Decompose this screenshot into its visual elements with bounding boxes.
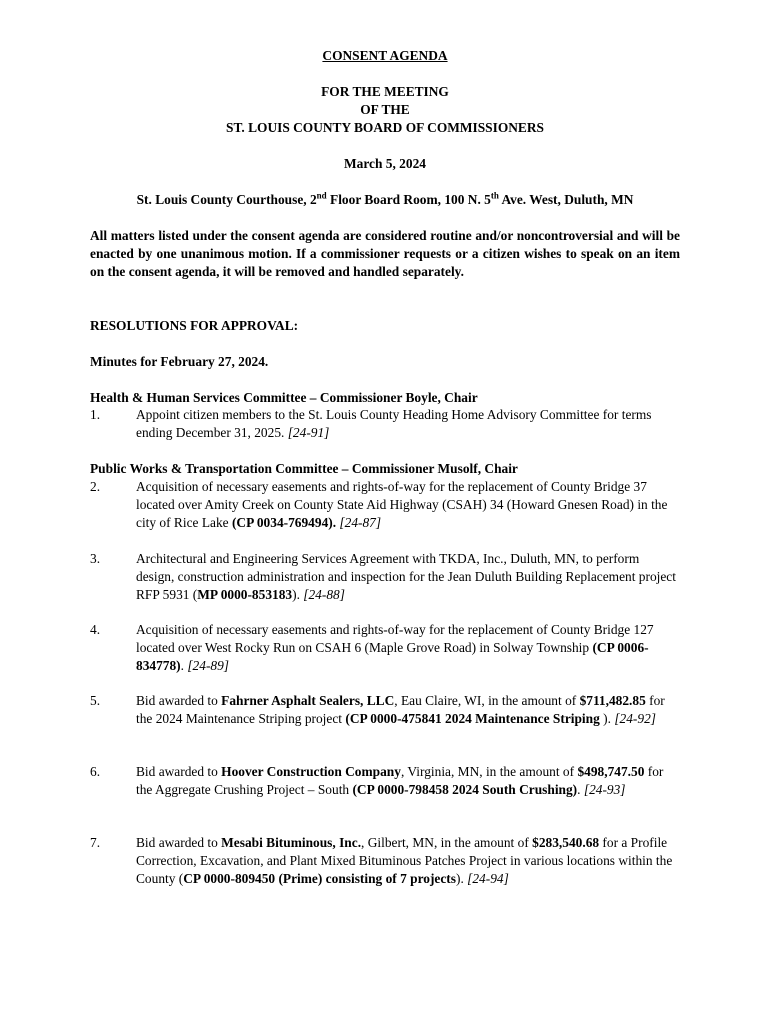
item-text-part: , Virginia, MN, in the amount of [400,764,578,779]
item-description: Acquisition of necessary easements and rights-of-way for the replacement of County Bridge 127 located over West Rocky Run on CSAH 6 (Maple Grove Road) in Solway Township [136,622,654,655]
meeting-line-2: OF THE [360,102,410,117]
document-title: CONSENT AGENDA [322,48,448,63]
item-text-part: Bid awarded to [136,835,222,850]
project-number: (CP 0000-798458 2024 South Crushing) [352,782,578,797]
item-number: 7. [90,835,101,850]
item-reference: [24-89] [187,658,230,673]
pwt-committee-heading: Public Works & Transportation Committee – Commissioner Musolf, Chair [90,461,518,476]
hhs-committee-heading: Health & Human Services Committee – Commissioner Boyle, Chair [90,390,478,405]
agenda-item-1 [90,406,680,442]
item-text-part: , Eau Claire, WI, in the amount of [394,693,580,708]
location-part-2: Floor Board Room, 100 N. 5 [326,192,491,207]
item-text [136,834,680,888]
item-reference: [24-91] [287,425,330,440]
project-number: CP 0000-809450 (Prime) consisting of 7 projects [183,871,456,886]
agenda-item-5 [90,692,680,728]
agenda-item-3 [90,550,680,604]
item-text [136,406,680,442]
item-text-part: for the Aggregate Crushing Project – South [136,764,664,797]
item-text-part: Bid awarded to [136,764,222,779]
item-number: 5. [90,693,101,708]
resolutions-heading: RESOLUTIONS FOR APPROVAL: [90,318,299,333]
item-reference: [24-92] [614,711,656,726]
contractor-name: Mesabi Bituminous, Inc. [221,835,362,850]
intro-paragraph: All matters listed under the consent agenda are considered routine and/or noncontroversial and will be enacted by one unanimous motion. If a commissioner requests or a citizen wishes to speak on an item on the consent agenda, it will be removed and handled separately. [90,228,680,279]
item-description: Appoint citizen members to the St. Louis County Heading Home Advisory Committee for terms ending December 31, 2025. [136,407,652,440]
agenda-item-2 [90,478,680,532]
project-number: (CP 0034-769494). [231,515,337,530]
board-name: ST. LOUIS COUNTY BOARD OF COMMISSIONERS [226,120,544,135]
item-text-part: , Gilbert, MN, in the amount of [361,835,533,850]
item-text [136,550,680,604]
location-superscript-2: th [490,190,499,201]
item-punctuation: . [180,658,188,673]
item-punctuation: ). [455,871,468,886]
item-reference: [24-93] [583,782,626,797]
item-text [136,763,680,799]
agenda-item-6 [90,763,680,799]
meeting-location [0,191,770,209]
item-number: 6. [90,764,101,779]
item-number: 1. [90,407,101,422]
item-number: 4. [90,622,101,637]
minutes-line: Minutes for February 27, 2024. [90,354,269,369]
project-number: (CP 0006-834778) [136,640,649,673]
item-reference: [24-88] [303,587,345,602]
item-reference: [24-94] [467,871,509,886]
item-text-part: for a Profile Correction, Excavation, and Plant Mixed Bituminous Patches Project in various locations within the County ( [136,835,673,886]
location-part-1: St. Louis County Courthouse, 2 [136,192,317,207]
item-description: Acquisition of necessary easements and rights-of-way for the replacement of County Bridge 37 located over Amity Creek on County State Aid Highway (CSAH) 34 (Howard Gnesen Road) in the city of Rice Lake [136,479,668,530]
item-punctuation: . [577,782,584,797]
agenda-item-4 [90,621,680,675]
item-punctuation: ). [292,587,304,602]
item-reference: [24-87] [336,515,382,530]
location-part-3: Ave. West, Duluth, MN [498,192,634,207]
item-description: Architectural and Engineering Services Agreement with TKDA, Inc., Duluth, MN, to perform design, construction administration and inspection for the Jean Duluth Building Replacement project RFP 5931 ( [136,551,676,602]
item-text-part: for the 2024 Maintenance Striping project [136,693,665,726]
contractor-name: Fahrner Asphalt Sealers, LLC [221,693,395,708]
bid-amount: $283,540.68 [532,835,600,850]
agenda-item-7 [90,834,680,888]
item-number: 3. [90,551,101,566]
item-text-part: Bid awarded to [136,693,222,708]
bid-amount: $498,747.50 [577,764,645,779]
bid-amount: $711,482.85 [579,693,646,708]
meeting-date: March 5, 2024 [344,156,426,171]
item-text [136,692,680,728]
contractor-name: Hoover Construction Company [221,764,401,779]
item-text [136,478,680,532]
location-superscript-1: nd [316,190,327,201]
meeting-line-1: FOR THE MEETING [321,84,449,99]
item-text [136,621,680,675]
project-number: MP 0000-853183 [197,587,293,602]
item-punctuation: ). [599,711,615,726]
project-number: (CP 0000-475841 2024 Maintenance Striping [345,711,600,726]
item-number: 2. [90,479,101,494]
